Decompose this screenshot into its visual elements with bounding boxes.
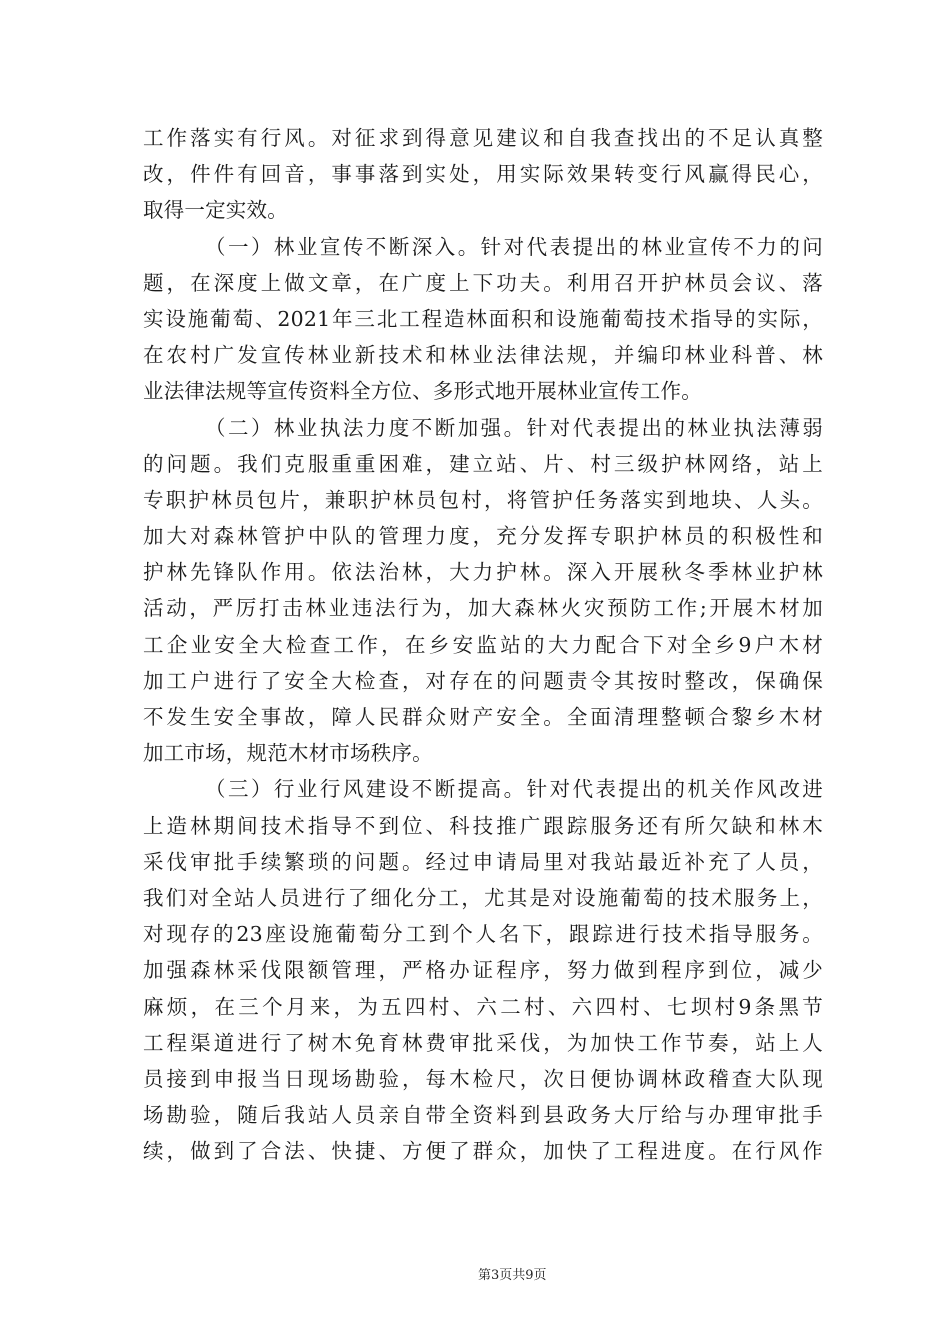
text-line: 员接到申报当日现场勘验，每木检尺，次日便协调林政稽查大队现: [143, 1066, 823, 1091]
text-line: 麻烦，在三个月来，为五四村、六二村、六四村、七坝村9条黑节: [143, 994, 823, 1019]
text-line: 专职护林员包片，兼职护林员包村，将管护任务落实到地块、人头。: [143, 487, 823, 512]
paragraph-1: [143, 120, 823, 229]
text-line: 业法律法规等宣传资料全方位、多形式地开展林业宣传工作。: [143, 379, 702, 404]
text-line: 场勘验，随后我站人员亲自带全资料到县政务大厅给与办理审批手: [143, 1103, 823, 1128]
text-line: 加工市场，规范木材市场秩序。: [143, 741, 433, 766]
text-line: （二）林业执法力度不断加强。针对代表提出的林业执法薄弱: [205, 415, 823, 440]
text-line: 对现存的23座设施葡萄分工到个人名下，跟踪进行技术指导服务。: [143, 922, 823, 947]
text-line: 不发生安全事故，障人民群众财产安全。全面清理整顿合黎乡木材: [143, 705, 823, 729]
text-line: 加大对森林管护中队的管理力度，充分发挥专职护林员的积极性和: [143, 524, 823, 549]
text-line: 加工户进行了安全大检查，对存在的问题责令其按时整改，保确保: [143, 668, 823, 693]
text-line: 上造林期间技术指导不到位、科技推广跟踪服务还有所欠缺和林木: [143, 813, 823, 838]
text-line: 活动，严厉打击林业违法行为，加大森林火灾预防工作;开展木材加: [143, 596, 823, 621]
text-line: 工作落实有行风。对征求到得意见建议和自我查找出的不足认真整: [143, 126, 823, 150]
text-line: 的问题。我们克服重重困难，建立站、片、村三级护林网络，站上: [143, 451, 823, 476]
text-line: 改，件件有回音，事事落到实处，用实际效果转变行风赢得民心，: [143, 162, 823, 187]
page-number-footer: 第3页共9页: [478, 1268, 547, 1283]
text-line: 续，做到了合法、快捷、方便了群众，加快了工程进度。在行风作: [143, 1139, 823, 1164]
text-line: 实设施葡萄、2021年三北工程造林面积和设施葡萄技术指导的实际，: [143, 306, 823, 331]
text-line: 我们对全站人员进行了细化分工，尤其是对设施葡萄的技术服务上，: [143, 885, 823, 910]
text-line: 采伐审批手续繁琐的问题。经过申请局里对我站最近补充了人员，: [143, 849, 823, 874]
paragraph-4: [143, 771, 823, 1169]
text-line: 题，在深度上做文章，在广度上下功夫。利用召开护林员会议、落: [143, 270, 823, 295]
document-body: [143, 120, 823, 1169]
text-line: 加强森林采伐限额管理，严格办证程序，努力做到程序到位，减少: [143, 958, 823, 983]
text-line: 工程渠道进行了树木免育林费审批采伐，为加快工作节奏，站上人: [143, 1030, 823, 1055]
text-line: 护林先锋队作用。依法治林，大力护林。深入开展秋冬季林业护林: [143, 560, 823, 585]
text-line: 取得一定实效。: [143, 198, 288, 223]
text-line: （一）林业宣传不断深入。针对代表提出的林业宣传不力的问: [205, 234, 823, 259]
text-line: 在农村广发宣传林业新技术和林业法律法规，并编印林业科普、林: [143, 343, 823, 368]
text-line: （三）行业行风建设不断提高。针对代表提出的机关作风改进: [205, 777, 823, 802]
paragraph-2: [143, 229, 823, 410]
paragraph-3: [143, 410, 823, 772]
text-line: 工企业安全大检查工作，在乡安监站的大力配合下对全乡9户木材: [143, 632, 823, 657]
